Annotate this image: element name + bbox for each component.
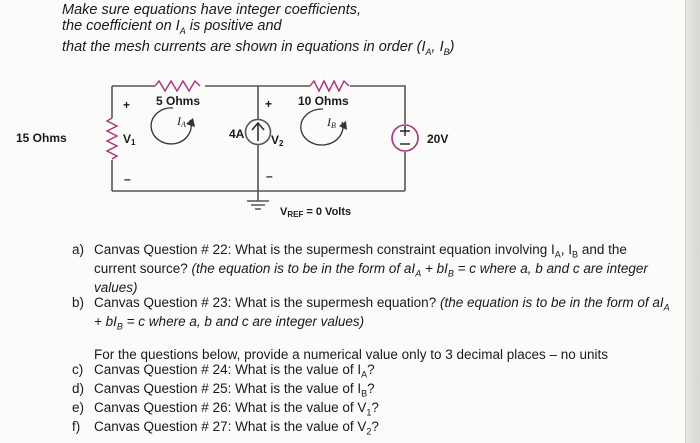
v2-minus: – bbox=[266, 169, 273, 183]
question-text bbox=[94, 382, 672, 401]
question-letter: a) bbox=[72, 242, 85, 257]
question-d bbox=[72, 382, 672, 401]
question-e bbox=[72, 401, 672, 420]
q-e-text: Canvas Question # 26: What is the value of V bbox=[94, 400, 367, 416]
q-b-s1: A bbox=[663, 302, 670, 313]
label-v1 bbox=[123, 132, 136, 147]
instruction-line-3-text: that the mesh currents are shown in equations in order (I bbox=[62, 38, 426, 55]
question-c bbox=[72, 363, 672, 382]
question-b bbox=[72, 296, 672, 334]
v1-plus: + bbox=[123, 98, 131, 112]
v1-minus: – bbox=[124, 172, 131, 186]
q-a-s3: A bbox=[415, 268, 422, 279]
instruction-line-3-sub1: A bbox=[425, 46, 432, 57]
question-text bbox=[94, 296, 672, 334]
q-b-m1: + bI bbox=[94, 314, 117, 330]
question-f bbox=[72, 420, 672, 439]
instruction-line-2-end: is positive and bbox=[185, 18, 282, 34]
label-ib-sub: B bbox=[331, 121, 336, 130]
instruction-line-1: Make sure equations have integer coefficients, bbox=[62, 2, 362, 18]
label-vref-sub: REF bbox=[287, 210, 304, 219]
q-b-ital: (the equation is to be in the form of aI bbox=[436, 294, 664, 310]
q-d-sub: B bbox=[361, 388, 368, 399]
top-wire-right bbox=[350, 86, 405, 124]
instruction-line-3-sub2: B bbox=[443, 46, 450, 57]
label-vref-rest: = 0 Volts bbox=[303, 206, 352, 218]
question-text bbox=[94, 243, 672, 296]
label-vref bbox=[280, 206, 351, 219]
label-ia-text: I bbox=[177, 114, 181, 128]
instruction-line-2-text: the coefficient on I bbox=[62, 18, 180, 34]
question-text bbox=[94, 363, 672, 382]
q-d-text: Canvas Question # 25: What is the value of I bbox=[94, 380, 362, 396]
label-ib-text: I bbox=[327, 115, 331, 129]
mesh-ib-loop bbox=[301, 109, 343, 145]
q-a-m3: + bI bbox=[421, 261, 448, 277]
q-a-s1: A bbox=[554, 249, 561, 260]
question-text bbox=[94, 401, 672, 420]
label-ia bbox=[176, 114, 186, 129]
q-a-ital: (the equation is to be in the form of aI bbox=[187, 261, 416, 277]
label-vref-v: V bbox=[280, 206, 288, 218]
q-b-s2: B bbox=[116, 321, 123, 332]
q-e-sub: 1 bbox=[366, 407, 372, 418]
label-5-ohms: 5 Ohms bbox=[156, 94, 201, 108]
resistor-10-ohms bbox=[310, 81, 349, 91]
question-list bbox=[72, 243, 672, 440]
label-15-ohms: 15 Ohms bbox=[16, 131, 67, 145]
decimal-note: For the questions below, provide a numerical value only to 3 decimal places – no units bbox=[94, 347, 609, 363]
q-c-text: Canvas Question # 24: What is the value of I bbox=[94, 361, 362, 377]
q-f-text: Canvas Question # 27: What is the value of V bbox=[94, 419, 367, 435]
resistor-5-ohms bbox=[155, 81, 200, 91]
label-v1-text: V bbox=[123, 132, 132, 146]
label-v1-sub: 1 bbox=[131, 138, 136, 147]
question-letter: f) bbox=[72, 419, 81, 435]
q-a-m2: and the current source? bbox=[94, 242, 627, 277]
instruction-line-3-end: ) bbox=[449, 38, 455, 55]
label-ia-sub: A bbox=[181, 120, 186, 129]
question-letter: d) bbox=[72, 380, 85, 396]
q-b-text: Canvas Question # 23: What is the supermesh equation? bbox=[94, 294, 437, 310]
question-a bbox=[72, 243, 672, 296]
question-letter: c) bbox=[72, 361, 84, 377]
q-c-sub: A bbox=[361, 369, 368, 380]
q-b-m2: = c where a, b and c are integer values) bbox=[122, 314, 365, 330]
q-e-end: ? bbox=[371, 400, 379, 416]
question-letter: e) bbox=[72, 400, 85, 416]
resistor-15-ohms bbox=[107, 118, 117, 159]
q-a-m4: = c where a, b and c are integer values) bbox=[94, 261, 648, 296]
label-v2-sub: 2 bbox=[279, 139, 284, 148]
label-v2 bbox=[271, 133, 284, 148]
label-10-ohms: 10 Ohms bbox=[298, 94, 349, 108]
q-f-end: ? bbox=[371, 419, 379, 435]
ground-icon bbox=[247, 201, 269, 209]
q-a-s2: B bbox=[572, 249, 579, 260]
q-c-end: ? bbox=[367, 361, 375, 377]
question-letter: b) bbox=[72, 294, 85, 310]
q-a-s4: B bbox=[447, 268, 454, 279]
q-d-end: ? bbox=[367, 380, 375, 396]
instruction-line-3-mid: , I bbox=[431, 38, 444, 55]
question-text bbox=[94, 420, 672, 439]
label-v2-text: V bbox=[271, 133, 280, 147]
q-f-sub: 2 bbox=[366, 427, 372, 437]
q-a-text: Canvas Question # 22: What is the supermesh constraint equation involving I bbox=[94, 242, 555, 257]
q-a-m1: , I bbox=[560, 242, 573, 257]
label-20v: 20V bbox=[427, 132, 449, 146]
instruction-line-2-sub: A bbox=[179, 25, 186, 36]
v2-plus: + bbox=[265, 97, 273, 111]
label-4a: 4A bbox=[229, 127, 245, 141]
label-ib bbox=[326, 115, 336, 130]
page-edge bbox=[685, 0, 700, 443]
